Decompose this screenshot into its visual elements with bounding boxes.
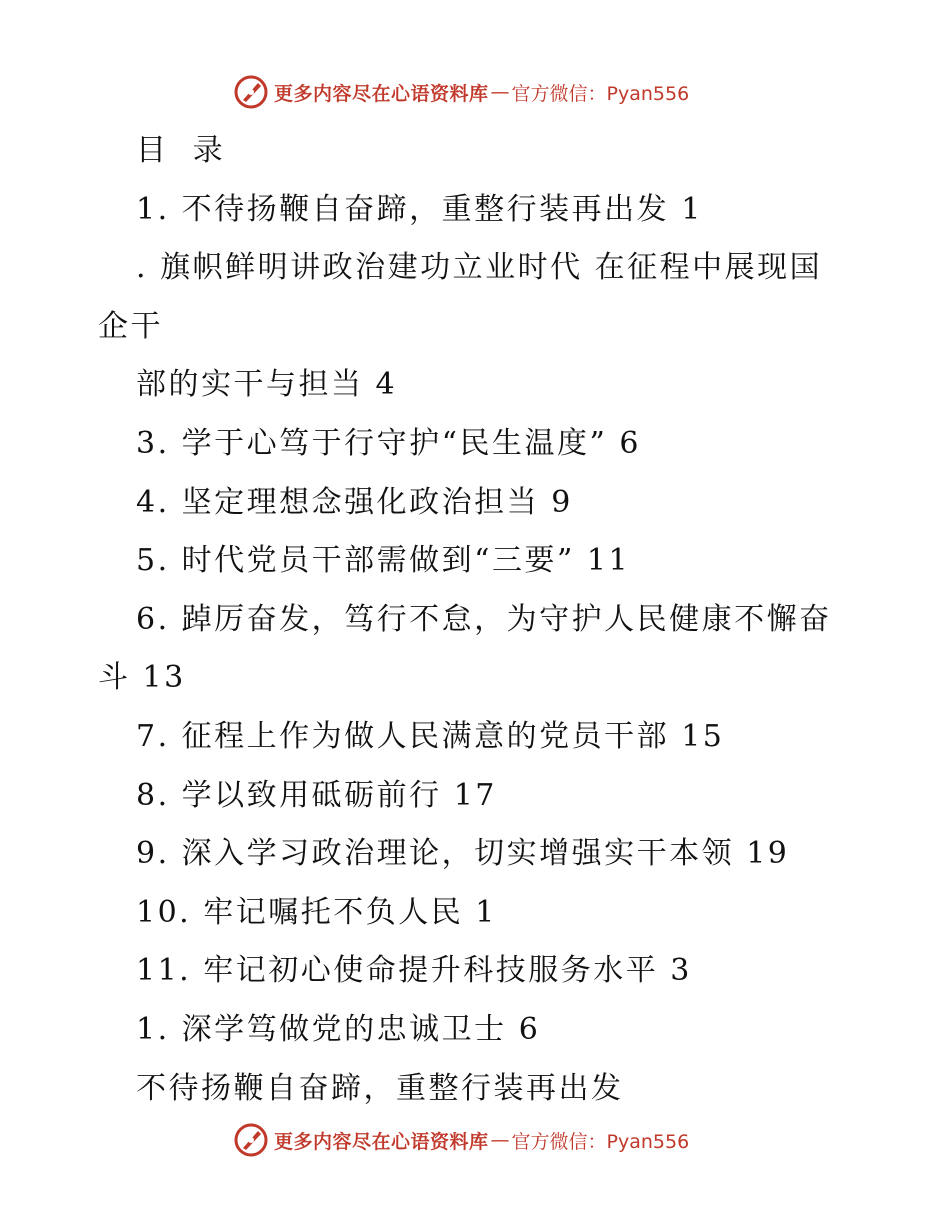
toc-item: 11. 牢记初心使命提升科技服务水平 3 (136, 953, 692, 989)
toc-item: . 旗帜鲜明讲政治建功立业时代 在征程中展现国企干 (98, 250, 823, 344)
table-of-contents (98, 122, 848, 1118)
toc-item: 1. 深学笃做党的忠诚卫士 6 (136, 1011, 541, 1047)
banner-wechat: 官方微信：Pyan556 (511, 82, 690, 105)
quill-pen-logo-icon (234, 75, 268, 109)
banner-separator: — (490, 81, 510, 103)
quill-pen-logo-icon (234, 1123, 268, 1157)
toc-item: 10. 牢记嘱托不负人民 1 (136, 894, 497, 930)
toc-item: 7. 征程上作为做人民满意的党员干部 15 (136, 718, 725, 754)
header-banner (234, 72, 689, 112)
toc-item: 部的实干与担当 4 (136, 367, 398, 403)
footer-banner (234, 1120, 689, 1160)
banner-text: 更多内容尽在心语资料库 (274, 82, 489, 105)
toc-item: 4. 坚定理想念强化政治担当 9 (136, 484, 573, 520)
toc-item: 8. 学以致用砥砺前行 17 (136, 777, 497, 813)
banner-text: 更多内容尽在心语资料库 (274, 1130, 489, 1153)
toc-item: 3. 学于心笃于行守护“民生温度” 6 (136, 425, 641, 461)
banner-separator: — (490, 1129, 510, 1151)
toc-item: 9. 深入学习政治理论，切实增强实干本领 19 (136, 836, 790, 872)
section-heading: 不待扬鞭自奋蹄，重整行装再出发 (136, 1070, 624, 1106)
toc-item: 1. 不待扬鞭自奋蹄，重整行装再出发 1 (136, 191, 703, 227)
banner-wechat: 官方微信：Pyan556 (511, 1130, 690, 1153)
toc-title: 目 录 (136, 133, 226, 168)
toc-item: 5. 时代党员干部需做到“三要” 11 (136, 543, 631, 579)
toc-item: 6. 踔厉奋发，笃行不怠，为守护人民健康不懈奋斗 13 (98, 601, 832, 696)
